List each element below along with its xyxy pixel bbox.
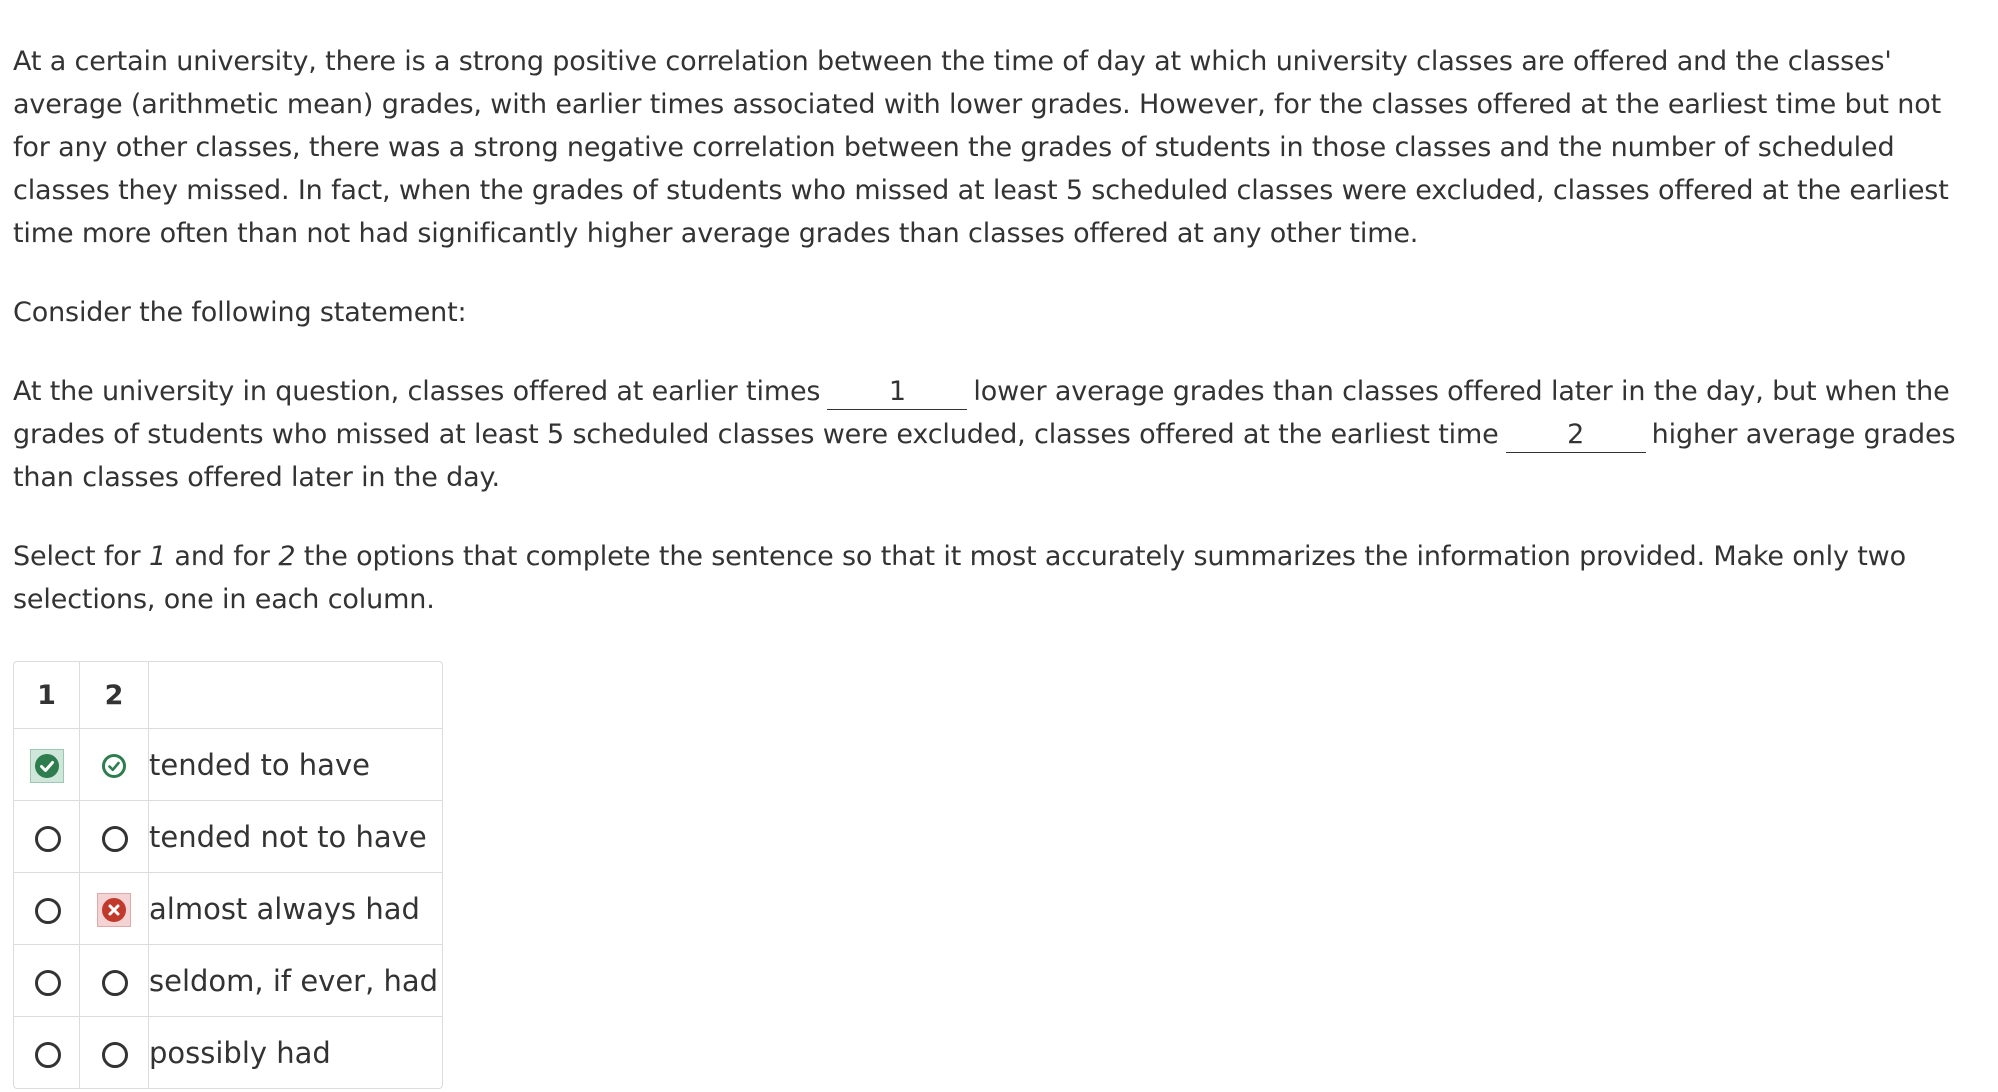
radio-circle-icon xyxy=(102,1042,128,1068)
answer-cell-col2 xyxy=(80,1017,149,1088)
radio-circle-icon xyxy=(35,898,61,924)
option-radio-col2-row5[interactable] xyxy=(97,1037,131,1071)
column-header-options xyxy=(149,662,442,729)
answer-table-header xyxy=(14,662,442,729)
answer-cell-col2 xyxy=(80,801,149,873)
option-radio-col1-row5[interactable] xyxy=(30,1037,64,1071)
question-content xyxy=(13,40,1973,1089)
option-label: possibly had xyxy=(149,1035,331,1070)
answer-table xyxy=(13,661,443,1089)
option-label: almost always had xyxy=(149,873,442,945)
statement-part-1: At the university in question, classes offered at earlier times xyxy=(13,376,821,407)
answer-row xyxy=(14,729,442,801)
answer-cell-col2 xyxy=(80,729,149,801)
answer-cell-col2 xyxy=(80,945,149,1017)
radio-circle-icon xyxy=(102,970,128,996)
answer-row xyxy=(14,801,442,873)
passage-text: At a certain university, there is a strong positive correlation between the time of day at which university classes are offered and the classes' average (arithmetic mean) grades, with earlier times associated with lower grades. However, for the classes offered at the earliest time but not for any other classes, there was a strong negative correlation between the grades of students in those classes and the number of scheduled classes they missed. In fact, when the grades of students who missed at least 5 scheduled classes were excluded, classes offered at the earliest time more often than not had significantly higher average grades than classes offered at any other time. xyxy=(13,46,1949,249)
statement-part-3: higher average grades than classes offered later in the day. xyxy=(13,419,1956,493)
radio-circle-icon xyxy=(102,826,128,852)
answer-cell-col1 xyxy=(14,945,80,1017)
radio-circle-icon xyxy=(35,826,61,852)
answer-cell-col2 xyxy=(80,873,149,945)
radio-circle-icon xyxy=(35,970,61,996)
answer-cell-col1 xyxy=(14,801,80,873)
blank-2: 2 xyxy=(1506,418,1646,453)
instructions-part-3: the options that complete the sentence so that it most accurately summarizes the information provided. Make only two selections, one in each column. xyxy=(13,541,1906,615)
column-header-1: 1 xyxy=(14,662,80,729)
instructions-part-1: Select for xyxy=(13,541,141,572)
radio-circle-icon xyxy=(35,1042,61,1068)
option-radio-col2-row1[interactable] xyxy=(97,749,131,783)
instructions-part-2: and for xyxy=(174,541,270,572)
answer-cell-col1 xyxy=(14,729,80,801)
option-radio-col2-row4[interactable] xyxy=(97,965,131,999)
option-radio-col1-row3[interactable] xyxy=(30,893,64,927)
answer-row xyxy=(14,873,442,945)
instructions-col-1: 1 xyxy=(148,541,166,572)
answer-row xyxy=(14,1017,442,1088)
statement-part-2: lower average grades than classes offered later in the day, but when the grades of students who missed at least 5 scheduled classes were excluded, classes offered at the earliest time xyxy=(13,376,1950,450)
answer-cell-col1 xyxy=(14,873,80,945)
answer-row xyxy=(14,945,442,1017)
instructions-col-2: 2 xyxy=(278,541,296,572)
option-radio-col1-row2[interactable] xyxy=(30,821,64,855)
option-label: seldom, if ever, had xyxy=(149,945,442,1017)
option-label: tended not to have xyxy=(149,801,442,873)
statement-text xyxy=(13,370,1973,499)
option-radio-col1-row4[interactable] xyxy=(30,965,64,999)
prompt-text: Consider the following statement: xyxy=(13,297,467,328)
answer-cell-col1 xyxy=(14,1017,80,1088)
blank-1: 1 xyxy=(827,375,967,410)
instructions-text xyxy=(13,535,1973,621)
option-radio-col2-row3[interactable] xyxy=(97,893,131,927)
option-radio-col1-row1[interactable] xyxy=(30,749,64,783)
option-label: tended to have xyxy=(149,729,442,801)
column-header-2: 2 xyxy=(80,662,149,729)
option-radio-col2-row2[interactable] xyxy=(97,821,131,855)
